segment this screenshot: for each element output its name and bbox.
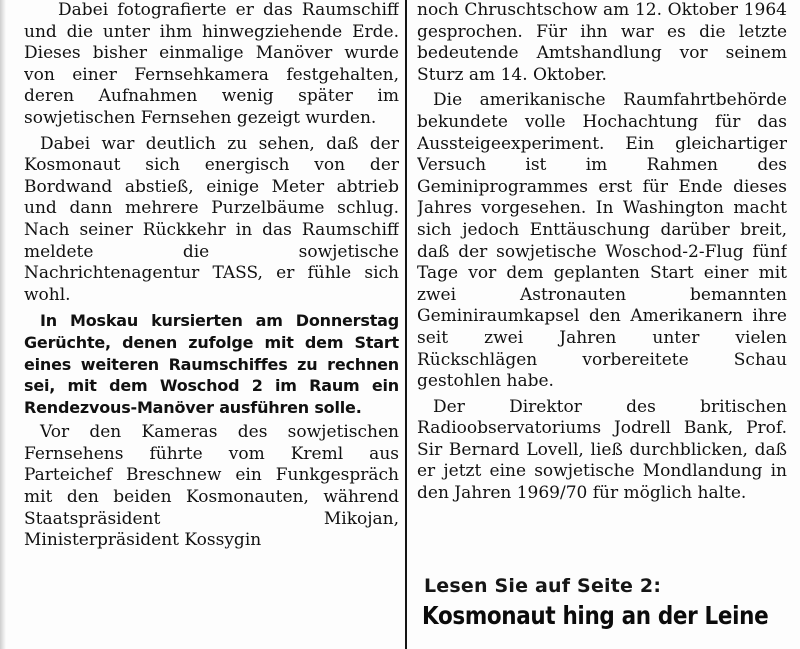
left-paragraph-2: Dabei war deutlich zu sehen, daß der Kosmonaut sich energisch von der Bordwand abstieß, einige Meter abtrieb und dann mehrere Purzelbäume schlug. Nach seiner Rückkehr in das Raumschiff meldete die sowjetische Nachrichtenagentur TASS, er fühle sich wohl. [24,133,399,305]
left-paragraph-4: Vor den Kameras des sowjetischen Fernsehens führte vom Kreml aus Parteichef Breschnew ein Funkgespräch mit den beiden Kosmonauten, während Staatspräsident Mikojan, Ministerpräsident Kossygin [24,422,399,551]
right-paragraph-2: Die amerikanische Raumfahrtbehörde bekundete volle Hochachtung für das Aussteigeexperiment. Ein gleichartiger Versuch ist im Rahmen des Geminiprogrammes erst für Ende dieses Jahres vorgesehen. In Washington macht sich jedoch Enttäuschung darüber breit, daß der sowjetische Woschod-2-Flug fünf Tage vor dem geplanten Start einer mit zwei Astronauten bemannten Geminiraumkapsel den Amerikanern ihre seit zwei Jahren unter vielen Rückschlägen vorbereitete Schau gestohlen habe. [417,90,787,392]
teaser-headline: Kosmonaut hing an der Leine [422,601,769,630]
left-column [24,0,399,556]
column-divider [405,0,407,649]
left-paragraph-1: Dabei fotografierte er das Raumschiff und die unter ihm hinwegziehende Erde. Dieses bisher einmalige Manöver wurde von einer Fernsehkamera festgehalten, deren Aufnahmen wenig später im sowjetischen Fernsehen gezeigt wurden. [24,0,399,128]
left-paragraph-bold: In Moskau kursierten am Donnerstag Gerüchte, denen zufolge mit dem Start eines weiteren Raumschiffes zu rechnen sei, mit dem Woschod 2 im Raum ein Rendezvous-Manöver ausführen solle. [24,311,399,417]
right-paragraph-1: noch Chruschtschow am 12. Oktober 1964 gesprochen. Für ihn war es die letzte bedeutende Amtshandlung vor seinem Sturz am 14. Oktober. [417,0,787,85]
right-paragraph-3: Der Direktor des britischen Radioobservatoriums Jodrell Bank, Prof. Sir Bernard Lovell, ließ durchblicken, daß er jetzt eine sowjetische Mondlandung in den Jahren 1969/70 für möglich halte. [417,396,787,504]
teaser-label: Lesen Sie auf Seite 2: [424,575,662,597]
page-edge-shadow [0,0,6,649]
right-column [417,0,787,509]
